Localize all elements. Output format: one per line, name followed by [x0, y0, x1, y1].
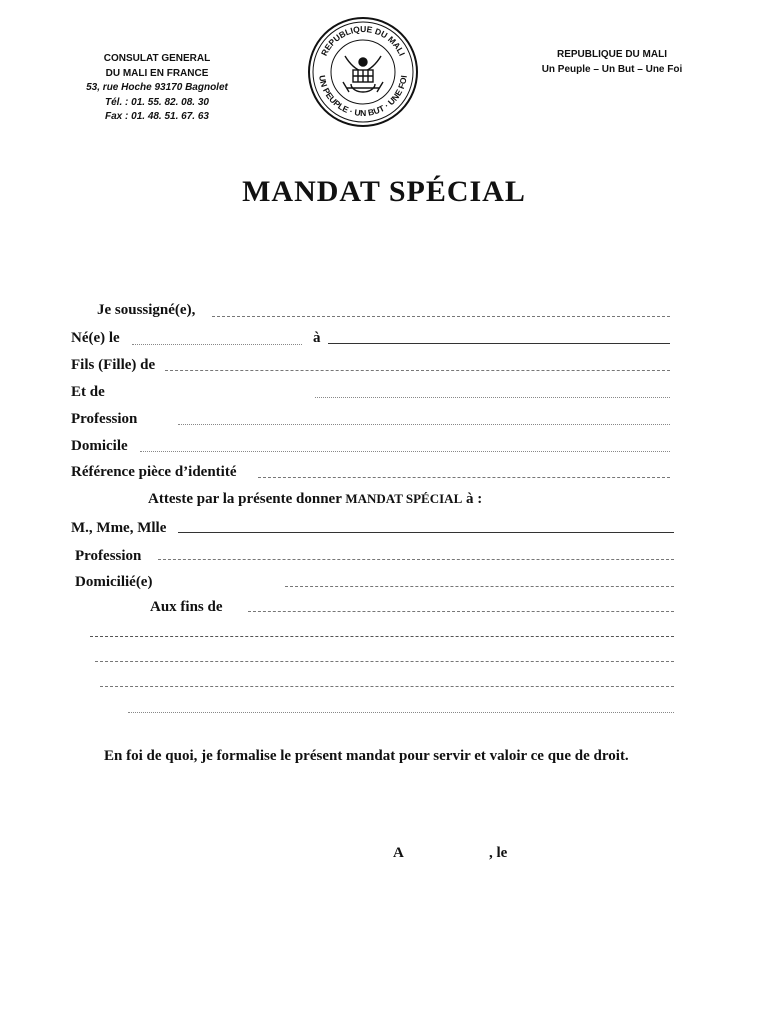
birthplace-line[interactable] [328, 343, 670, 344]
reference-label: Référence pièce d’identité [71, 464, 237, 480]
domicile-line[interactable] [140, 451, 670, 452]
mandataire-profession-line[interactable] [158, 559, 674, 560]
country-motto: Un Peuple – Un But – Une Foi [541, 64, 683, 75]
domicile-label: Domicile [71, 438, 128, 454]
country-header [512, 47, 712, 77]
civilite-line[interactable] [178, 532, 674, 533]
et-de-label: Et de [71, 384, 105, 400]
soussigne-label: Je soussigné(e), [97, 302, 196, 318]
svg-text:REPUBLIQUE DU MALI [319, 24, 407, 57]
fils-fille-label: Fils (Fille) de [71, 357, 156, 373]
domicilie-label: Domicilié(e) [75, 574, 153, 590]
country-name: REPUBLIQUE DU MALI [557, 49, 667, 60]
coat-of-arms-icon [343, 56, 383, 92]
signature-date-label: , le [489, 845, 508, 861]
seal-emblem [305, 14, 421, 130]
seal-bottom-text: UN PEUPLE · UN BUT · UNE FOI [317, 74, 409, 119]
purpose-line-2[interactable] [95, 661, 674, 662]
profession-label: Profession [71, 411, 138, 427]
atteste-sentence [148, 491, 482, 508]
purpose-line-1[interactable] [90, 636, 674, 637]
purpose-line-3[interactable] [100, 686, 674, 687]
signature-place-label: A [393, 845, 404, 861]
page-title: MANDAT SPÉCIAL [242, 175, 526, 208]
seal-top-text: REPUBLIQUE DU MALI [318, 23, 408, 58]
soussigne-line[interactable] [212, 316, 670, 317]
et-de-line[interactable] [315, 397, 670, 398]
aux-fins-line[interactable] [248, 611, 674, 612]
consulate-fax: Fax : 01. 48. 51. 67. 63 [105, 111, 209, 122]
ne-le-label: Né(e) le [71, 330, 120, 346]
consulate-address: 53, rue Hoche 93170 Bagnolet [86, 82, 228, 93]
consulate-tel: Tél. : 01. 55. 82. 08. 30 [105, 96, 209, 108]
aux-fins-label: Aux fins de [150, 599, 223, 615]
atteste-suffix: à : [466, 491, 483, 507]
mandataire-profession-label: Profession [75, 548, 142, 564]
atteste-highlight: MANDAT SPÉCIAL [345, 491, 463, 506]
civilite-label: M., Mme, Mlle [71, 520, 167, 536]
consulate-line2: DU MALI EN FRANCE [105, 67, 209, 79]
closing-statement: En foi de quoi, je formalise le présent mandat pour servir et valoir ce que de droit. [104, 748, 629, 764]
consulate-line1: CONSULAT GENERAL [103, 53, 211, 64]
birthplace-label: à [313, 330, 321, 346]
domicilie-line[interactable] [285, 586, 674, 587]
fils-fille-line[interactable] [165, 370, 670, 371]
reference-line[interactable] [258, 477, 670, 478]
birthdate-line[interactable] [132, 344, 302, 345]
consulate-header [62, 52, 252, 125]
purpose-line-4[interactable] [128, 712, 674, 713]
atteste-prefix: Atteste par la présente donner [148, 491, 342, 507]
profession-line[interactable] [178, 424, 670, 425]
